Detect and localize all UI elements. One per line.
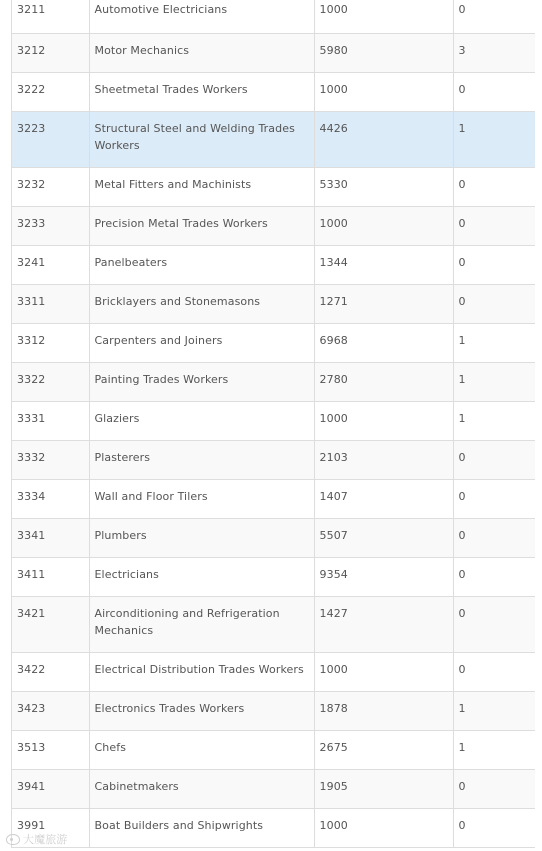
table-row bbox=[12, 730, 535, 769]
table-row bbox=[12, 769, 535, 808]
occupation-table-body bbox=[12, 0, 535, 847]
count-cell: 0 bbox=[453, 557, 535, 596]
occupation-name-cell: Bricklayers and Stonemasons bbox=[89, 284, 314, 323]
table-row bbox=[12, 167, 535, 206]
occupation-code-cell: 3212 bbox=[12, 33, 89, 72]
occupation-name-cell: Painting Trades Workers bbox=[89, 362, 314, 401]
occupation-name-cell: Metal Fitters and Machinists bbox=[89, 167, 314, 206]
table-row bbox=[12, 0, 535, 33]
occupation-name-cell: Electrical Distribution Trades Workers bbox=[89, 652, 314, 691]
occupation-code-cell: 3331 bbox=[12, 401, 89, 440]
table-row bbox=[12, 596, 535, 652]
weibo-icon bbox=[6, 834, 20, 845]
count-cell: 0 bbox=[453, 596, 535, 652]
occupation-name-cell: Motor Mechanics bbox=[89, 33, 314, 72]
table-row bbox=[12, 808, 535, 847]
occupation-code-cell: 3222 bbox=[12, 72, 89, 111]
occupation-code-cell: 3211 bbox=[12, 0, 89, 33]
count-cell: 0 bbox=[453, 72, 535, 111]
count-cell: 0 bbox=[453, 440, 535, 479]
ceiling-value-cell: 1000 bbox=[314, 206, 453, 245]
table-row bbox=[12, 362, 535, 401]
table-row bbox=[12, 557, 535, 596]
occupation-code-cell: 3941 bbox=[12, 769, 89, 808]
occupation-name-cell: Panelbeaters bbox=[89, 245, 314, 284]
count-cell: 0 bbox=[453, 167, 535, 206]
count-cell: 0 bbox=[453, 245, 535, 284]
occupation-code-cell: 3513 bbox=[12, 730, 89, 769]
ceiling-value-cell: 1271 bbox=[314, 284, 453, 323]
table-row bbox=[12, 323, 535, 362]
ceiling-value-cell: 2675 bbox=[314, 730, 453, 769]
table-row bbox=[12, 652, 535, 691]
table-row bbox=[12, 440, 535, 479]
ceiling-value-cell: 9354 bbox=[314, 557, 453, 596]
watermark bbox=[6, 831, 67, 847]
table-row bbox=[12, 401, 535, 440]
ceiling-value-cell: 5507 bbox=[314, 518, 453, 557]
occupation-name-cell: Automotive Electricians bbox=[89, 0, 314, 33]
ceiling-value-cell: 4426 bbox=[314, 111, 453, 167]
ceiling-value-cell: 1878 bbox=[314, 691, 453, 730]
count-cell: 0 bbox=[453, 0, 535, 33]
table-row bbox=[12, 518, 535, 557]
occupation-code-cell: 3312 bbox=[12, 323, 89, 362]
ceiling-value-cell: 5980 bbox=[314, 33, 453, 72]
count-cell: 1 bbox=[453, 691, 535, 730]
occupation-name-cell: Boat Builders and Shipwrights bbox=[89, 808, 314, 847]
count-cell: 1 bbox=[453, 401, 535, 440]
occupation-name-cell: Wall and Floor Tilers bbox=[89, 479, 314, 518]
occupation-name-cell: Chefs bbox=[89, 730, 314, 769]
count-cell: 0 bbox=[453, 284, 535, 323]
occupation-name-cell: Plasterers bbox=[89, 440, 314, 479]
count-cell: 0 bbox=[453, 518, 535, 557]
count-cell: 1 bbox=[453, 111, 535, 167]
occupation-name-cell: Cabinetmakers bbox=[89, 769, 314, 808]
count-cell: 1 bbox=[453, 362, 535, 401]
ceiling-value-cell: 1427 bbox=[314, 596, 453, 652]
ceiling-value-cell: 2780 bbox=[314, 362, 453, 401]
occupation-code-cell: 3232 bbox=[12, 167, 89, 206]
occupation-code-cell: 3233 bbox=[12, 206, 89, 245]
occupation-code-cell: 3421 bbox=[12, 596, 89, 652]
ceiling-value-cell: 5330 bbox=[314, 167, 453, 206]
ceiling-value-cell: 1344 bbox=[314, 245, 453, 284]
occupation-code-cell: 3322 bbox=[12, 362, 89, 401]
ceiling-value-cell: 1407 bbox=[314, 479, 453, 518]
occupation-name-cell: Plumbers bbox=[89, 518, 314, 557]
ceiling-value-cell: 2103 bbox=[314, 440, 453, 479]
occupation-code-cell: 3241 bbox=[12, 245, 89, 284]
table-row bbox=[12, 691, 535, 730]
count-cell: 3 bbox=[453, 33, 535, 72]
table-row-highlighted bbox=[12, 111, 535, 167]
table-row bbox=[12, 72, 535, 111]
occupation-name-cell: Precision Metal Trades Workers bbox=[89, 206, 314, 245]
count-cell: 0 bbox=[453, 652, 535, 691]
occupation-name-cell: Structural Steel and Welding Trades Workers bbox=[89, 111, 314, 167]
table-row bbox=[12, 245, 535, 284]
count-cell: 1 bbox=[453, 323, 535, 362]
count-cell: 0 bbox=[453, 479, 535, 518]
occupation-name-cell: Electronics Trades Workers bbox=[89, 691, 314, 730]
occupation-name-cell: Sheetmetal Trades Workers bbox=[89, 72, 314, 111]
table-row bbox=[12, 206, 535, 245]
ceiling-value-cell: 1000 bbox=[314, 401, 453, 440]
ceiling-value-cell: 6968 bbox=[314, 323, 453, 362]
count-cell: 0 bbox=[453, 808, 535, 847]
count-cell: 1 bbox=[453, 730, 535, 769]
occupation-code-cell: 3334 bbox=[12, 479, 89, 518]
occupation-code-cell: 3411 bbox=[12, 557, 89, 596]
ceiling-value-cell: 1905 bbox=[314, 769, 453, 808]
occupation-code-cell: 3991 bbox=[12, 808, 89, 847]
ceiling-value-cell: 1000 bbox=[314, 808, 453, 847]
watermark-text: 大魔旅游 bbox=[23, 833, 68, 846]
occupation-code-cell: 3423 bbox=[12, 691, 89, 730]
ceiling-value-cell: 1000 bbox=[314, 0, 453, 33]
occupation-table-container bbox=[11, 0, 534, 848]
occupation-name-cell: Carpenters and Joiners bbox=[89, 323, 314, 362]
count-cell: 0 bbox=[453, 769, 535, 808]
occupation-name-cell: Electricians bbox=[89, 557, 314, 596]
occupation-name-cell: Glaziers bbox=[89, 401, 314, 440]
ceiling-value-cell: 1000 bbox=[314, 72, 453, 111]
occupation-name-cell: Airconditioning and Refrigeration Mechanics bbox=[89, 596, 314, 652]
ceiling-value-cell: 1000 bbox=[314, 652, 453, 691]
occupation-code-cell: 3332 bbox=[12, 440, 89, 479]
occupation-code-cell: 3422 bbox=[12, 652, 89, 691]
occupation-code-cell: 3223 bbox=[12, 111, 89, 167]
table-row bbox=[12, 479, 535, 518]
occupation-code-cell: 3311 bbox=[12, 284, 89, 323]
table-row bbox=[12, 284, 535, 323]
occupation-table bbox=[12, 0, 535, 848]
count-cell: 0 bbox=[453, 206, 535, 245]
occupation-code-cell: 3341 bbox=[12, 518, 89, 557]
table-row bbox=[12, 33, 535, 72]
